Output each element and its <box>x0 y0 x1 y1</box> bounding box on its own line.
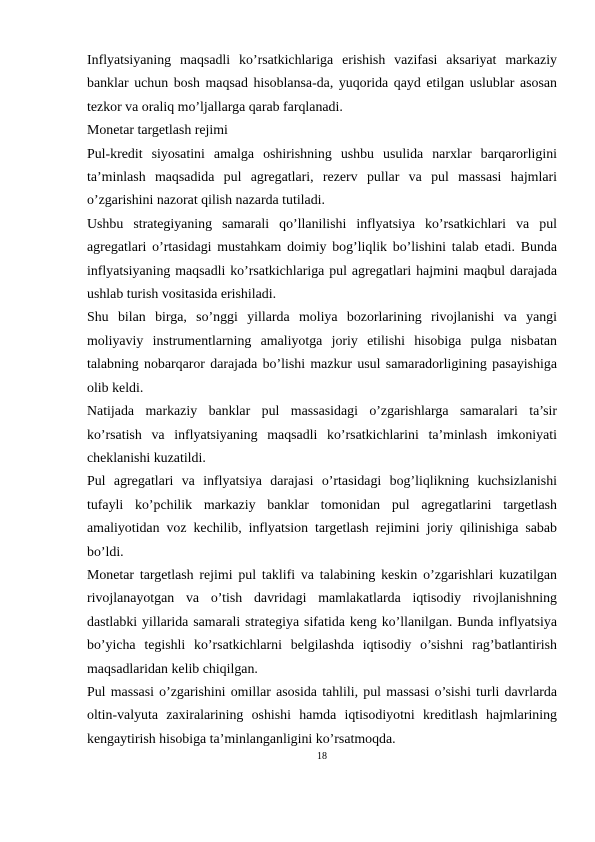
section-heading: Monetar targetlash rejimi <box>87 123 228 139</box>
paragraph-1: Inflyatsiyaning maqsadli ko’rsatkichlariga erishish vazifasi aksariyat markaziy banklar uchun bosh maqsad hisoblansa-da, yuqorida qayd etilgan uslublar asosan tezkor va oraliq mo’ljallarga qarab farqlanadi. <box>87 53 557 115</box>
page-number: 18 <box>317 751 327 762</box>
paragraph-2: Pul-kredit siyosatini amalga oshirishning ushbu usulida narxlar barqarorligini ta’minlash maqsadida pul agregatlari, rezerv pullar va pul massasi hajmlari o’zgarishini nazorat qilish nazarda tutiladi. <box>87 146 557 209</box>
paragraph-7: Monetar targetlash rejimi pul taklifi va talabining keskin o’zgarishlari kuzatilgan rivojlanayotgan va o’tish davridagi mamlakatlarda iqtisodiy rivojlanishning dastlabki yillarida samarali strategiya sifatida keng ko’llanilgan. Bunda inflyatsiya bo’yicha tegishli ko’rsatkichlarni belgilashda iqtisodiy o’sishni rag’batlantirish maqsadlaridan kelib chiqilgan. <box>87 567 557 677</box>
page-body <box>87 49 557 751</box>
paragraph-4: Shu bilan birga, so’nggi yillarda moliya bozorlarining rivojlanishi va yangi moliyaviy instrumentlarning amaliyotga joriy etilishi hisobiga pulga nisbatan talabning nobarqaror darajada bo’lishi mazkur usul samaradorligining pasayishiga olib keldi. <box>87 310 557 396</box>
paragraph-5: Natijada markaziy banklar pul massasidagi o’zgarishlarga samaralari ta’sir ko’rsatish va inflyatsiyaning maqsadli ko’rsatkichlarini ta’minlash imkoniyati cheklanishi kuzatildi. <box>87 404 557 466</box>
paragraph-8: Pul massasi o’zgarishini omillar asosida tahlili, pul massasi o’sishi turli davrlarda oltin-valyuta zaxiralarining oshishi hamda iqtisodiyotni kreditlash hajmlarining kengaytirish hisobiga ta’minlanganligini ko’rsatmoqda. <box>87 684 557 747</box>
paragraph-3: Ushbu strategiyaning samarali qo’llanilishi inflyatsiya ko’rsatkichlari va pul agregatlari o’rtasidagi mustahkam doimiy bog’liqlik bo’lishini talab etadi. Bunda inflyatsiyaning maqsadli ko’rsatkichlariga pul agregatlari hajmini maqbul darajada ushlab turish vositasida erishiladi. <box>87 216 557 303</box>
paragraph-6: Pul agregatlari va inflyatsiya darajasi o’rtasidagi bog’liqlikning kuchsizlanishi tufayli ko’pchilik markaziy banklar tomonidan pul agregatlarini targetlash amaliyotidan voz kechilib, inflyatsion targetlash rejimini joriy qilinishiga sabab bo’ldi. <box>87 474 557 560</box>
